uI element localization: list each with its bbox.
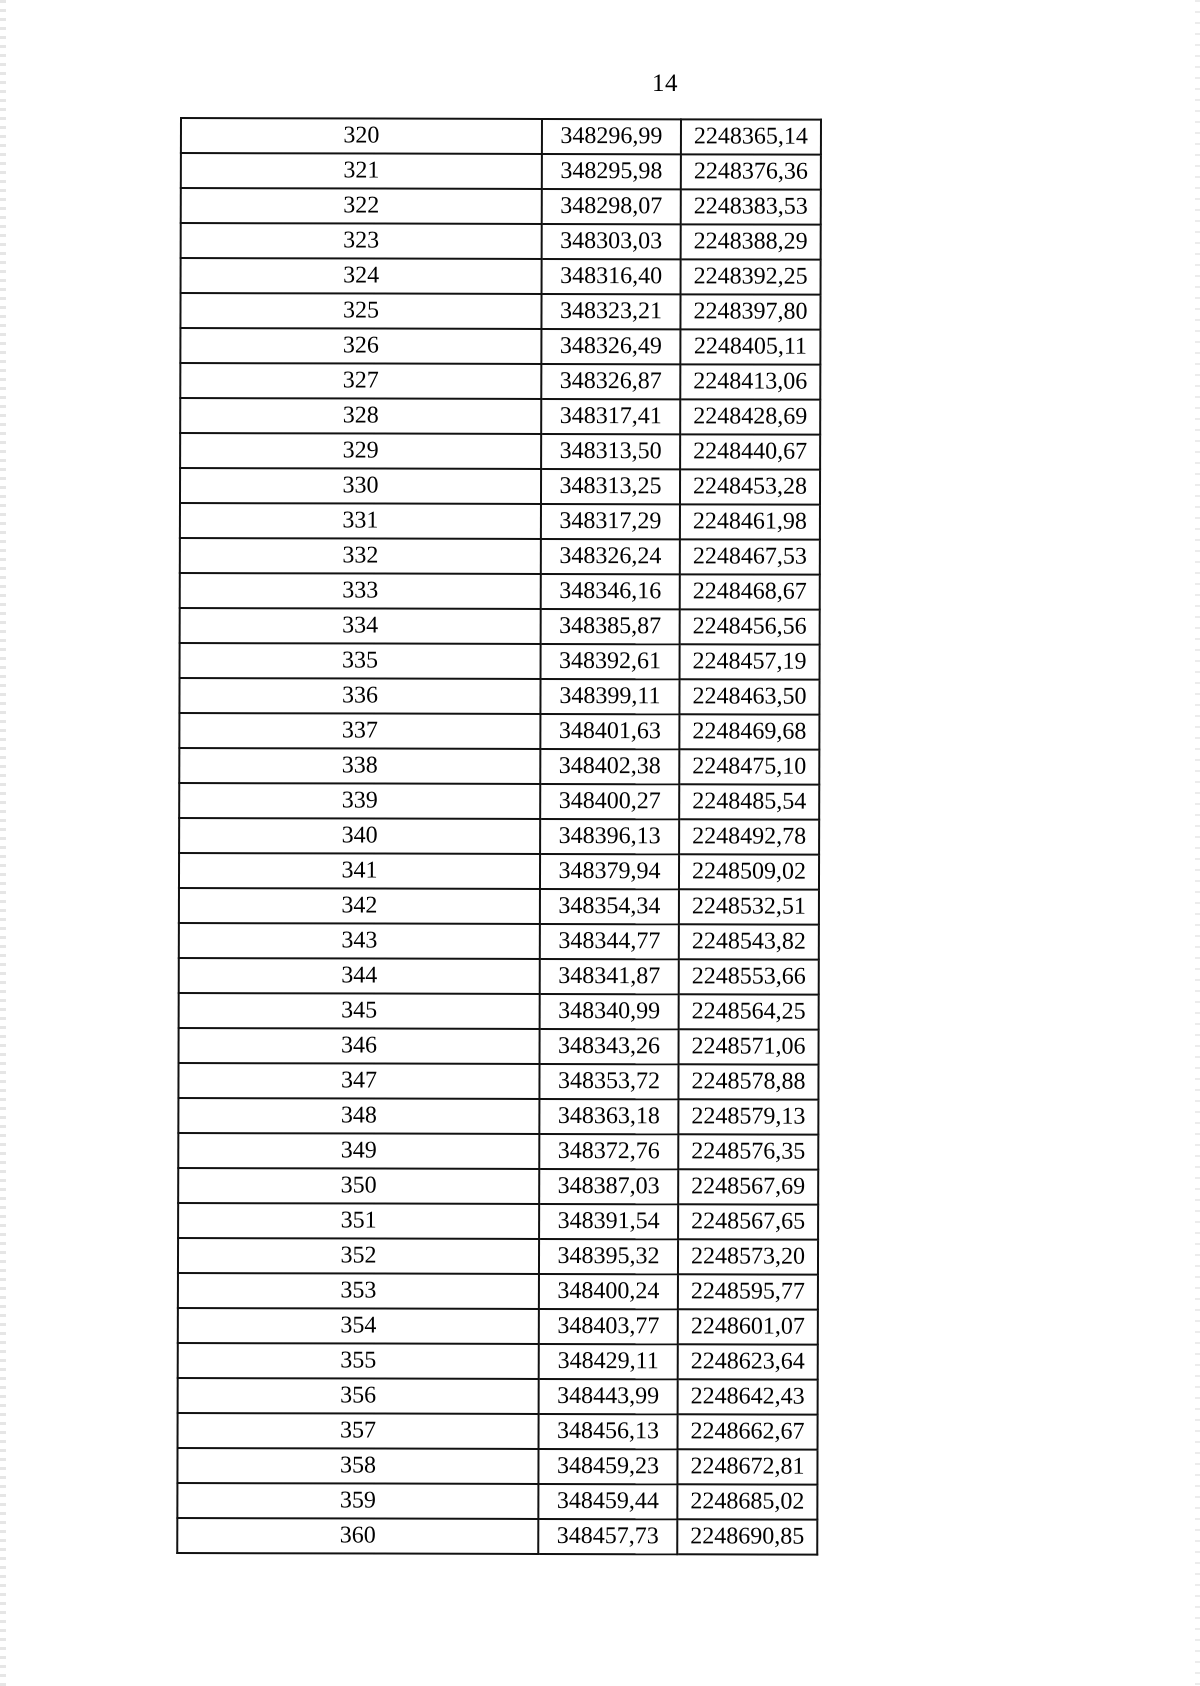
y-coordinate-cell: 2248469,68 (679, 714, 819, 749)
x-coordinate-cell: 348303,03 (542, 224, 681, 259)
y-coordinate-cell: 2248553,66 (679, 959, 819, 994)
point-number-cell: 355 (178, 1343, 539, 1379)
table-row (178, 1378, 818, 1415)
x-coordinate-cell: 348400,27 (540, 784, 679, 819)
y-coordinate-cell: 2248461,98 (680, 504, 820, 539)
table-row (181, 188, 821, 225)
x-coordinate-cell: 348385,87 (541, 609, 680, 644)
y-coordinate-cell: 2248571,06 (679, 1029, 819, 1064)
x-coordinate-cell: 348341,87 (540, 959, 679, 994)
point-number-cell: 360 (177, 1518, 538, 1554)
y-coordinate-cell: 2248543,82 (679, 924, 819, 959)
y-coordinate-cell: 2248365,14 (681, 119, 821, 154)
table-row (178, 1063, 818, 1100)
point-number-cell: 349 (178, 1133, 539, 1169)
table-row (180, 643, 820, 680)
y-coordinate-cell: 2248690,85 (677, 1519, 817, 1554)
x-coordinate-cell: 348457,73 (538, 1519, 677, 1554)
y-coordinate-cell: 2248392,25 (681, 259, 821, 294)
x-coordinate-cell: 348326,24 (541, 539, 680, 574)
x-coordinate-cell: 348313,50 (541, 434, 680, 469)
x-coordinate-cell: 348317,29 (541, 504, 680, 539)
point-number-cell: 357 (178, 1413, 539, 1449)
y-coordinate-cell: 2248564,25 (679, 994, 819, 1029)
table-row (177, 1448, 817, 1485)
point-number-cell: 335 (180, 643, 541, 679)
scan-edge-left (0, 0, 6, 1686)
point-number-cell: 334 (180, 608, 541, 644)
table-row (181, 223, 821, 260)
x-coordinate-cell: 348317,41 (541, 399, 680, 434)
table-row (178, 1273, 818, 1310)
point-number-cell: 356 (178, 1378, 539, 1414)
table-row (179, 818, 819, 855)
point-number-cell: 323 (181, 223, 542, 259)
point-number-cell: 336 (179, 678, 540, 714)
table-row (179, 923, 819, 960)
y-coordinate-cell: 2248685,02 (677, 1484, 817, 1519)
x-coordinate-cell: 348326,49 (541, 329, 680, 364)
table-row (180, 503, 820, 540)
table-row (179, 713, 819, 750)
point-number-cell: 337 (179, 713, 540, 749)
x-coordinate-cell: 348402,38 (540, 749, 679, 784)
y-coordinate-cell: 2248601,07 (678, 1309, 818, 1344)
y-coordinate-cell: 2248573,20 (678, 1239, 818, 1274)
table-row (179, 958, 819, 995)
x-coordinate-cell: 348459,23 (538, 1449, 677, 1484)
x-coordinate-cell: 348401,63 (540, 714, 679, 749)
y-coordinate-cell: 2248567,65 (678, 1204, 818, 1239)
point-number-cell: 326 (180, 328, 541, 364)
point-number-cell: 351 (178, 1203, 539, 1239)
x-coordinate-cell: 348459,44 (538, 1484, 677, 1519)
table-row (177, 1483, 817, 1520)
table-row (180, 328, 820, 365)
point-number-cell: 341 (179, 853, 540, 889)
y-coordinate-cell: 2248456,56 (680, 609, 820, 644)
point-number-cell: 352 (178, 1238, 539, 1274)
table-row (180, 433, 820, 470)
x-coordinate-cell: 348354,34 (540, 889, 679, 924)
table-row (178, 1413, 818, 1450)
x-coordinate-cell: 348363,18 (539, 1099, 678, 1134)
point-number-cell: 353 (178, 1273, 539, 1309)
point-number-cell: 345 (179, 993, 540, 1029)
x-coordinate-cell: 348296,99 (542, 119, 681, 154)
table-row (179, 783, 819, 820)
x-coordinate-cell: 348403,77 (539, 1309, 678, 1344)
y-coordinate-cell: 2248567,69 (678, 1169, 818, 1204)
y-coordinate-cell: 2248672,81 (677, 1449, 817, 1484)
x-coordinate-cell: 348340,99 (540, 994, 679, 1029)
table-row (181, 258, 821, 295)
x-coordinate-cell: 348344,77 (540, 924, 679, 959)
table-row (180, 538, 820, 575)
table-row (180, 573, 820, 610)
table-row (180, 398, 820, 435)
table-row (179, 853, 819, 890)
x-coordinate-cell: 348313,25 (541, 469, 680, 504)
page-number: 14 (652, 70, 678, 97)
y-coordinate-cell: 2248467,53 (680, 539, 820, 574)
coordinates-table-body (177, 118, 821, 1555)
x-coordinate-cell: 348353,72 (539, 1064, 678, 1099)
x-coordinate-cell: 348456,13 (539, 1414, 678, 1449)
table-row (179, 748, 819, 785)
point-number-cell: 354 (178, 1308, 539, 1344)
y-coordinate-cell: 2248397,80 (680, 294, 820, 329)
y-coordinate-cell: 2248440,67 (680, 434, 820, 469)
table-row (179, 1028, 819, 1065)
point-number-cell: 320 (181, 118, 542, 154)
y-coordinate-cell: 2248468,67 (680, 574, 820, 609)
table-row (177, 1518, 817, 1555)
scan-edge-right (1195, 0, 1200, 1686)
y-coordinate-cell: 2248388,29 (681, 224, 821, 259)
table-row (181, 118, 821, 155)
y-coordinate-cell: 2248642,43 (678, 1379, 818, 1414)
x-coordinate-cell: 348400,24 (539, 1274, 678, 1309)
x-coordinate-cell: 348396,13 (540, 819, 679, 854)
y-coordinate-cell: 2248463,50 (679, 679, 819, 714)
point-number-cell: 332 (180, 538, 541, 574)
point-number-cell: 358 (177, 1448, 538, 1484)
x-coordinate-cell: 348443,99 (539, 1379, 678, 1414)
table-row (179, 993, 819, 1030)
table-row (179, 678, 819, 715)
y-coordinate-cell: 2248428,69 (680, 399, 820, 434)
table-row (178, 1308, 818, 1345)
x-coordinate-cell: 348295,98 (542, 154, 681, 189)
x-coordinate-cell: 348391,54 (539, 1204, 678, 1239)
point-number-cell: 350 (178, 1168, 539, 1204)
point-number-cell: 329 (180, 433, 541, 469)
x-coordinate-cell: 348343,26 (540, 1029, 679, 1064)
point-number-cell: 359 (177, 1483, 538, 1519)
y-coordinate-cell: 2248532,51 (679, 889, 819, 924)
point-number-cell: 338 (179, 748, 540, 784)
point-number-cell: 327 (180, 363, 541, 399)
table-row (178, 1168, 818, 1205)
table-row (178, 1343, 818, 1380)
point-number-cell: 330 (180, 468, 541, 504)
y-coordinate-cell: 2248376,36 (681, 154, 821, 189)
y-coordinate-cell: 2248576,35 (678, 1134, 818, 1169)
table-row (180, 468, 820, 505)
y-coordinate-cell: 2248485,54 (679, 784, 819, 819)
point-number-cell: 322 (181, 188, 542, 224)
point-number-cell: 346 (179, 1028, 540, 1064)
x-coordinate-cell: 348346,16 (541, 574, 680, 609)
y-coordinate-cell: 2248509,02 (679, 854, 819, 889)
table-row (180, 363, 820, 400)
point-number-cell: 348 (178, 1098, 539, 1134)
point-number-cell: 325 (180, 293, 541, 329)
point-number-cell: 347 (178, 1063, 539, 1099)
coordinates-table (176, 117, 822, 1556)
table-row (179, 888, 819, 925)
table-row (180, 608, 820, 645)
x-coordinate-cell: 348399,11 (540, 679, 679, 714)
y-coordinate-cell: 2248475,10 (679, 749, 819, 784)
y-coordinate-cell: 2248578,88 (678, 1064, 818, 1099)
y-coordinate-cell: 2248453,28 (680, 469, 820, 504)
point-number-cell: 321 (181, 153, 542, 189)
x-coordinate-cell: 348326,87 (541, 364, 680, 399)
y-coordinate-cell: 2248405,11 (680, 329, 820, 364)
table-row (180, 293, 820, 330)
y-coordinate-cell: 2248623,64 (678, 1344, 818, 1379)
point-number-cell: 342 (179, 888, 540, 924)
x-coordinate-cell: 348379,94 (540, 854, 679, 889)
y-coordinate-cell: 2248383,53 (681, 189, 821, 224)
x-coordinate-cell: 348316,40 (542, 259, 681, 294)
table-row (181, 153, 821, 190)
x-coordinate-cell: 348323,21 (541, 294, 680, 329)
point-number-cell: 333 (180, 573, 541, 609)
y-coordinate-cell: 2248579,13 (678, 1099, 818, 1134)
table-row (178, 1238, 818, 1275)
table-row (178, 1098, 818, 1135)
point-number-cell: 340 (179, 818, 540, 854)
point-number-cell: 324 (181, 258, 542, 294)
point-number-cell: 328 (180, 398, 541, 434)
point-number-cell: 344 (179, 958, 540, 994)
point-number-cell: 343 (179, 923, 540, 959)
y-coordinate-cell: 2248662,67 (678, 1414, 818, 1449)
x-coordinate-cell: 348298,07 (542, 189, 681, 224)
y-coordinate-cell: 2248413,06 (680, 364, 820, 399)
y-coordinate-cell: 2248492,78 (679, 819, 819, 854)
x-coordinate-cell: 348429,11 (539, 1344, 678, 1379)
x-coordinate-cell: 348372,76 (539, 1134, 678, 1169)
table-row (178, 1133, 818, 1170)
point-number-cell: 339 (179, 783, 540, 819)
x-coordinate-cell: 348392,61 (541, 644, 680, 679)
point-number-cell: 331 (180, 503, 541, 539)
y-coordinate-cell: 2248457,19 (680, 644, 820, 679)
table-row (178, 1203, 818, 1240)
y-coordinate-cell: 2248595,77 (678, 1274, 818, 1309)
x-coordinate-cell: 348387,03 (539, 1169, 678, 1204)
x-coordinate-cell: 348395,32 (539, 1239, 678, 1274)
